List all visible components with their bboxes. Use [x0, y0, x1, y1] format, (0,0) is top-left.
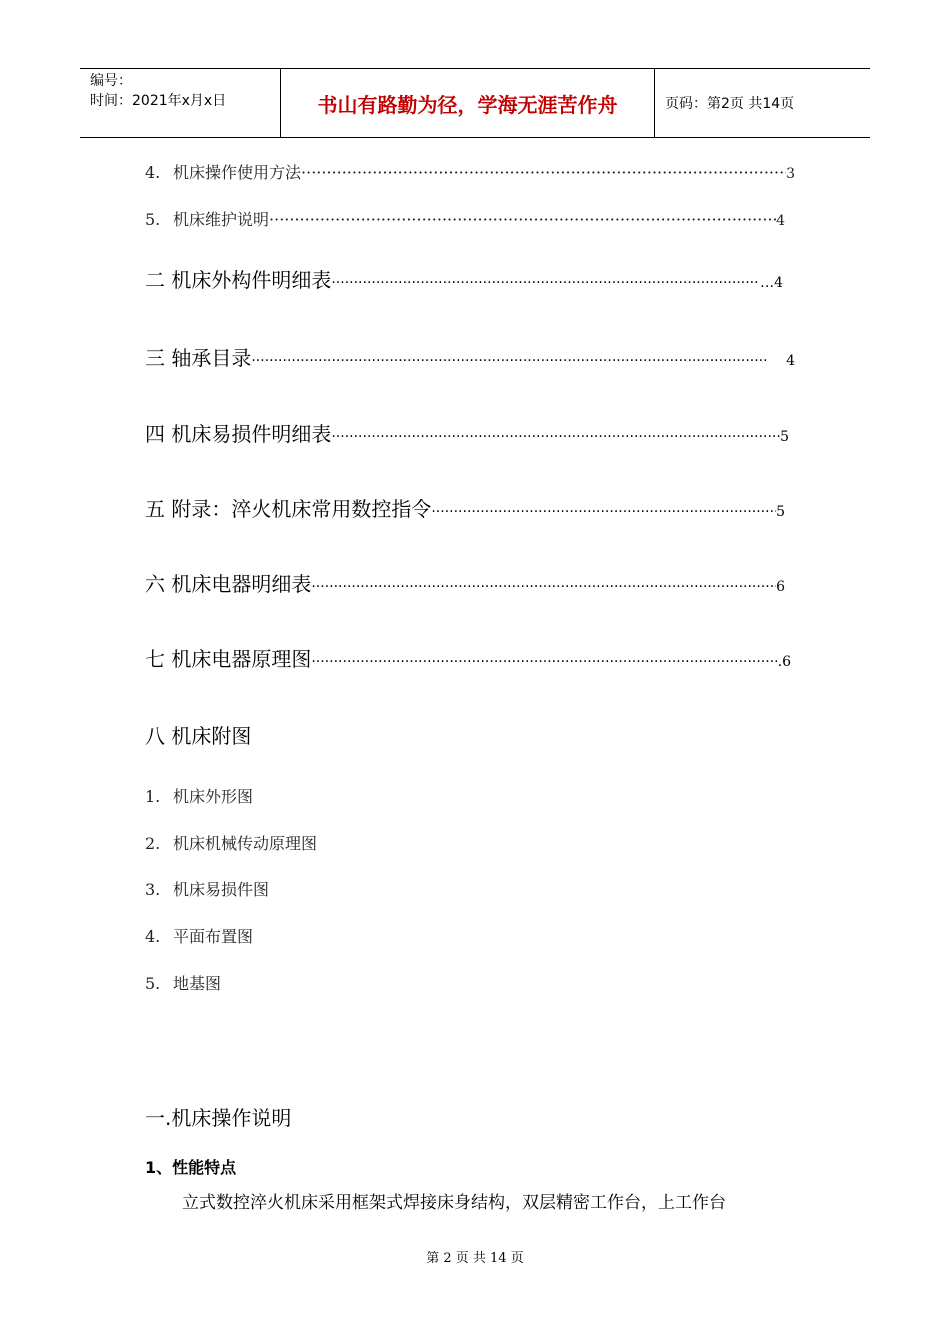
header-motto-cell	[281, 69, 655, 137]
toc-section-page: 5	[780, 429, 789, 445]
toc-entry-text: 机床操作使用方法	[173, 163, 302, 182]
toc-section-text: 四 机床易损件明细表	[145, 422, 332, 446]
header-page-cell	[655, 69, 870, 137]
appendix-item-text: 机床机械传动原理图	[173, 834, 318, 853]
toc-section-page: .6	[777, 654, 791, 670]
toc-entry[interactable]	[145, 207, 785, 230]
toc-section-text: 五 附录：淬火机床常用数控指令	[145, 497, 432, 521]
appendix-item[interactable]	[145, 831, 317, 854]
appendix-item-number: 2.	[145, 834, 161, 853]
toc-leader-dots	[431, 504, 776, 520]
body-paragraph: 立式数控淬火机床采用框架式焊接床身结构，双层精密工作台，上工作台	[182, 1193, 726, 1213]
appendix-item[interactable]	[145, 971, 221, 994]
toc-entry[interactable]	[145, 160, 795, 183]
appendix-item-text: 平面布置图	[173, 927, 254, 946]
page-label: 页码：第2页 共14页	[665, 96, 795, 112]
toc-section[interactable]	[145, 643, 791, 672]
toc-section[interactable]	[145, 418, 789, 447]
appendix-title[interactable]: 八 机床附图	[145, 724, 252, 748]
toc-leader-dots	[331, 275, 760, 291]
appendix-item-text: 机床外形图	[173, 787, 254, 806]
toc-leader-dots	[311, 654, 777, 670]
toc-section[interactable]	[145, 493, 785, 522]
appendix-item[interactable]	[145, 784, 253, 807]
appendix-item[interactable]	[145, 877, 269, 900]
toc-section[interactable]	[145, 342, 795, 371]
toc-leader-dots	[311, 579, 776, 595]
toc-leader-dots	[269, 210, 776, 229]
toc-entry-page: 3	[786, 166, 795, 182]
toc-section-text: 三 轴承目录	[145, 346, 252, 370]
section-title: 1、性能特点	[145, 1158, 237, 1177]
page-footer: 第 2 页 共 14 页	[426, 1251, 524, 1266]
toc-section-text: 六 机床电器明细表	[145, 572, 312, 596]
toc-section-page: 5	[776, 504, 785, 520]
appendix-item-number: 1.	[145, 787, 161, 806]
toc-entry-number: 4.	[145, 163, 161, 182]
time-label: 时间：2021年x月x日	[90, 93, 227, 109]
toc-section[interactable]	[145, 568, 785, 597]
page-header	[80, 68, 870, 138]
toc-entry-page: 4	[776, 213, 785, 229]
toc-entry-number: 5.	[145, 210, 161, 229]
toc-section-text: 七 机床电器原理图	[145, 647, 312, 671]
appendix-item-number: 5.	[145, 974, 161, 993]
appendix-item[interactable]	[145, 924, 253, 947]
header-info-cell	[80, 69, 281, 137]
toc-section-page: …4	[760, 275, 783, 291]
toc-leader-dots	[301, 163, 786, 182]
toc-leader-dots	[331, 429, 780, 445]
toc-section-text: 二 机床外构件明细表	[145, 268, 332, 292]
toc-section-page: 6	[776, 579, 785, 595]
appendix-item-number: 3.	[145, 880, 161, 899]
toc-section[interactable]	[145, 264, 783, 293]
appendix-item-text: 机床易损件图	[173, 880, 270, 899]
appendix-item-text: 地基图	[173, 974, 222, 993]
toc-section-page: 4	[786, 353, 795, 369]
appendix-item-number: 4.	[145, 927, 161, 946]
motto-text: 书山有路勤为径，学海无涯苦作舟	[317, 92, 618, 117]
chapter-title: 一.机床操作说明	[145, 1106, 292, 1130]
number-label: 编号：	[90, 73, 132, 89]
toc-leader-dots	[251, 353, 786, 369]
toc-entry-text: 机床维护说明	[173, 210, 270, 229]
